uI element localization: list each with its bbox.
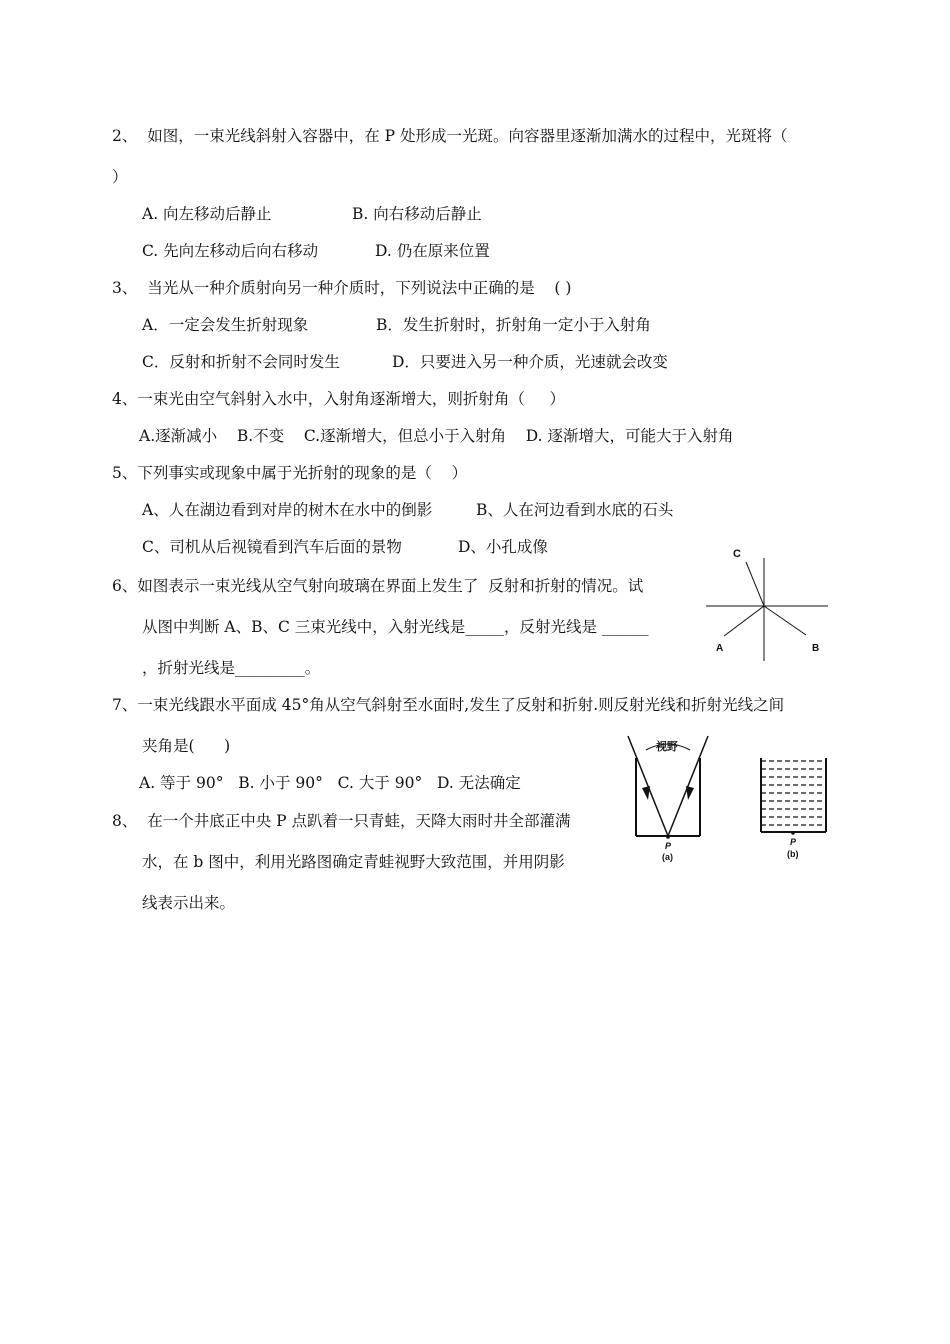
view-label: 视野 — [656, 741, 678, 753]
label-b: B — [812, 643, 820, 654]
caption-b: (b) — [787, 849, 799, 859]
q2-option-c: C. 先向左移动后向右移动 — [142, 242, 319, 260]
q2-stem-line1: 2、 如图，一束光线斜射入容器中，在 P 处形成一光斑。向容器里逐渐加满水的过程中，光斑将（ — [112, 127, 788, 145]
q6-ray-diagram — [700, 540, 835, 665]
q7-options: A. 等于 90° B. 小于 90° C. 大于 90° D. 无法确定 — [139, 774, 521, 792]
q7-stem-line1: 7、一束光线跟水平面成 45°角从空气斜射至水面时,发生了反射和折射.则反射光线和折射光线之间 — [112, 696, 785, 714]
q6-stem-line2: 从图中判断 A、B、C 三束光线中，入射光线是_____，反射光线是 ______ — [142, 618, 649, 636]
q5-option-a: A、人在湖边看到对岸的树木在水中的倒影 — [142, 501, 433, 519]
q2-option-b: B. 向右移动后静止 — [352, 205, 482, 223]
label-a: A — [716, 643, 724, 654]
q3-stem: 3、 当光从一种介质射向另一种介质时，下列说法中正确的是 ( ) — [112, 279, 572, 297]
q2-option-d: D. 仍在原来位置 — [375, 242, 490, 260]
water-lines — [761, 761, 826, 825]
arrow-left — [642, 786, 650, 800]
ray-c — [746, 562, 764, 606]
q7-stem-line2: 夹角是( ) — [142, 737, 231, 755]
q5-option-c: C、司机从后视镜看到汽车后面的景物 — [142, 538, 402, 556]
ray-b — [764, 606, 806, 635]
p-label-a: P — [665, 841, 672, 851]
q3-option-c: C．反射和折射不会同时发生 — [142, 353, 340, 371]
q6-stem-line3: ，折射光线是_________。 — [142, 659, 321, 677]
q2-option-a: A. 向左移动后静止 — [142, 205, 272, 223]
q8-stem-line1: 8、 在一个井底正中央 P 点趴着一只青蛙，天降大雨时井全部灌满 — [112, 812, 571, 830]
q5-option-d: D、小孔成像 — [458, 538, 548, 556]
well-b — [761, 758, 826, 859]
q2-stem-line2: ） — [112, 168, 128, 186]
q3-option-b: B．发生折射时，折射角一定小于入射角 — [376, 316, 651, 334]
q4-stem: 4、一束光由空气斜射入水中，入射角逐渐增大，则折射角（ ） — [112, 390, 565, 408]
q8-stem-line2: 水，在 b 图中，利用光路图确定青蛙视野大致范围，并用阴影 — [142, 853, 565, 871]
caption-a: (a) — [662, 852, 673, 862]
q5-option-b: B、人在河边看到水底的石头 — [476, 501, 674, 519]
arrow-right — [686, 786, 694, 800]
q8-stem-line3: 线表示出来。 — [142, 894, 236, 912]
label-c: C — [733, 548, 741, 560]
q3-option-a: A．一定会发生折射现象 — [142, 316, 309, 334]
q6-stem-line1: 6、如图表示一束光线从空气射向玻璃在界面上发生了 反射和折射的情况。试 — [112, 577, 644, 595]
q5-stem: 5、下列事实或现象中属于光折射的现象的是（ ） — [112, 464, 468, 482]
q4-options: A.逐渐减小 B.不变 C.逐渐增大，但总小于入射角 D. 逐渐增大，可能大于入射角 — [139, 427, 734, 445]
well-a — [628, 736, 708, 862]
ray-a — [724, 606, 764, 636]
q8-well-diagram — [620, 728, 835, 868]
p-label-b: P — [790, 837, 797, 847]
q3-option-d: D．只要进入另一种介质，光速就会改变 — [392, 353, 668, 371]
